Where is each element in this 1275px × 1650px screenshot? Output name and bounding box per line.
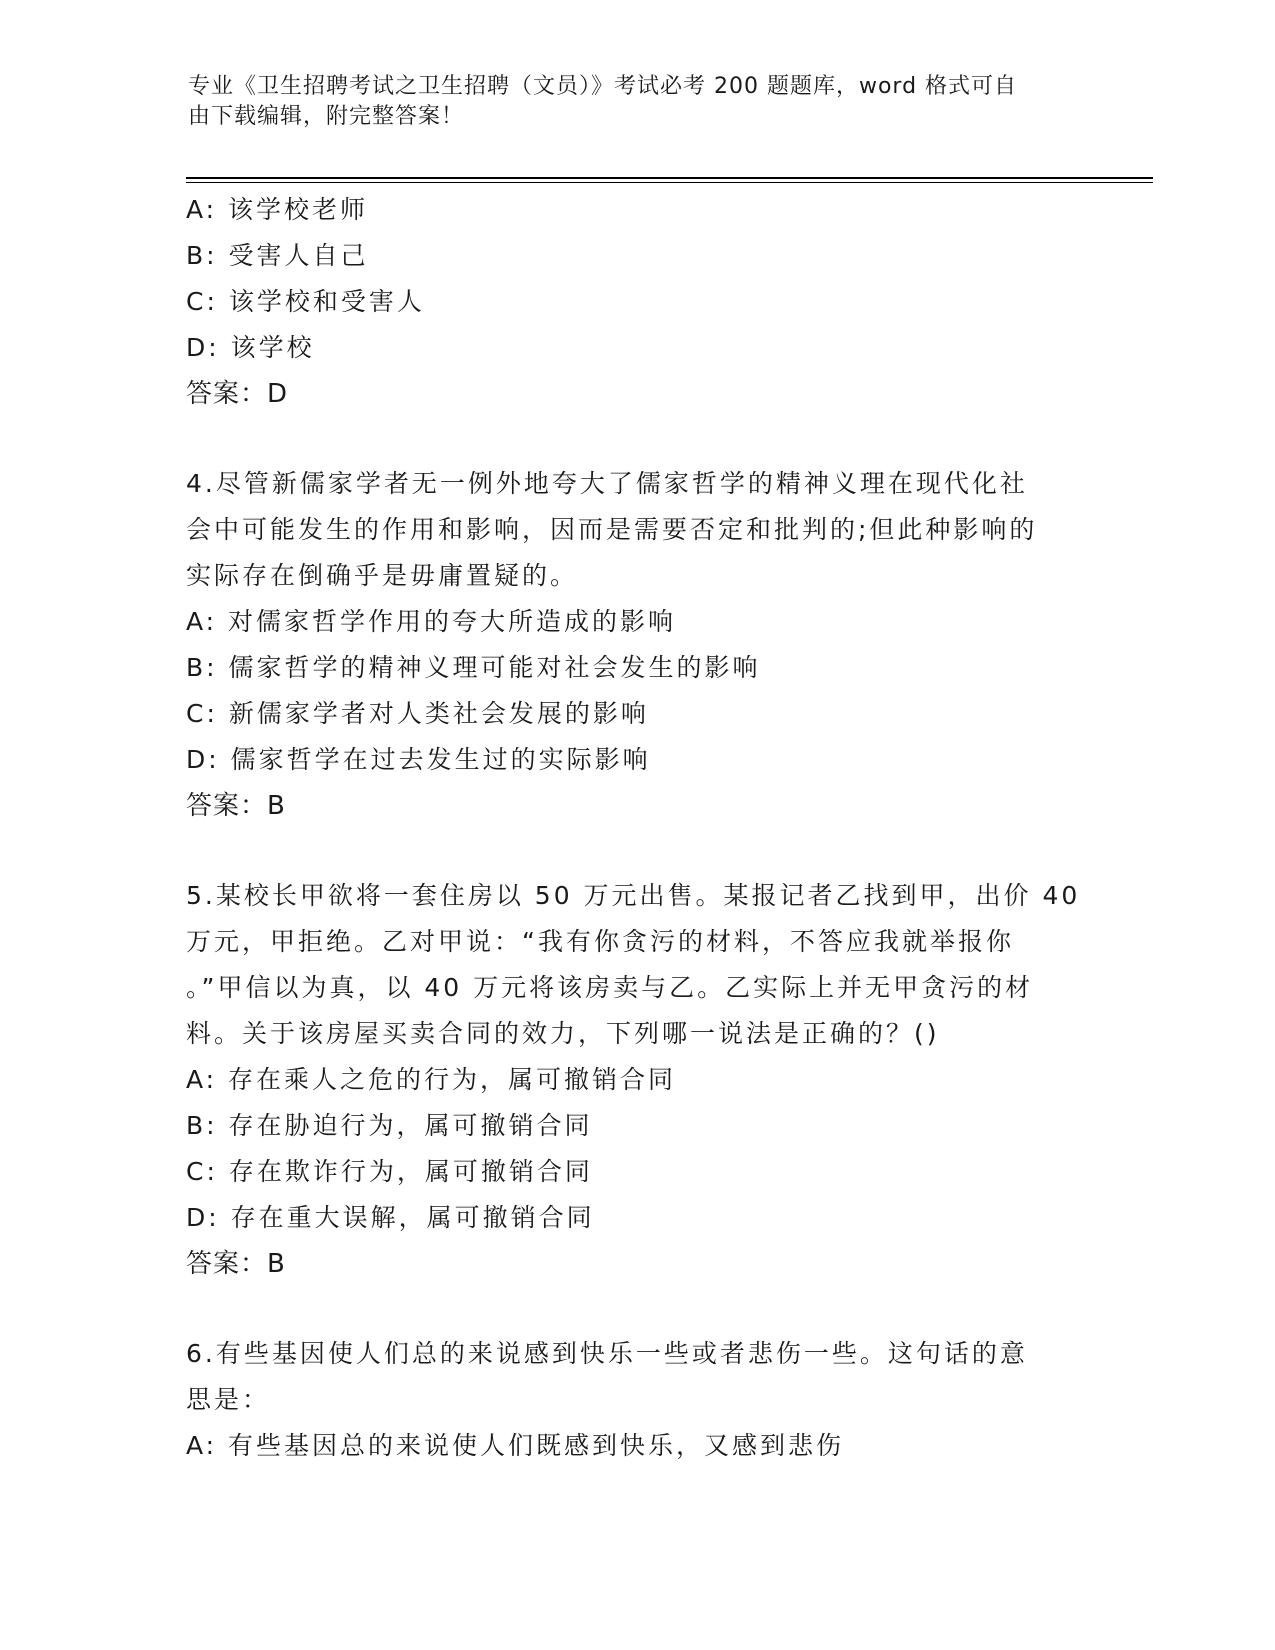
question-gap — [186, 417, 1086, 461]
question-3-block — [186, 187, 1086, 417]
q4-stem-line-1: 4.尽管新儒家学者无一例外地夸大了儒家哲学的精神义理在现代化社 — [186, 469, 1028, 498]
q5-stem-line-2: 万元，甲拒绝。乙对甲说：“我有你贪污的材料，不答应我就举报你 — [186, 927, 1014, 956]
header-line-1: 专业《卫生招聘考试之卫生招聘（文员）》考试必考 200 题题库，word 格式可自 — [188, 74, 1018, 99]
header-rule-thin — [186, 182, 1153, 183]
question-5-block — [186, 873, 1086, 1287]
question-4-block — [186, 461, 1086, 829]
q5-option-b: B: 存在胁迫行为，属可撤销合同 — [186, 1111, 593, 1140]
q4-option-d: D: 儒家哲学在过去发生过的实际影响 — [186, 745, 651, 774]
q3-answer: 答案：D — [186, 379, 289, 409]
q4-stem-line-3: 实际存在倒确乎是毋庸置疑的。 — [186, 561, 579, 590]
q4-option-a: A: 对儒家哲学作用的夸大所造成的影响 — [186, 607, 677, 636]
q4-option-c: C: 新儒家学者对人类社会发展的影响 — [186, 699, 649, 728]
q5-option-c: C: 存在欺诈行为，属可撤销合同 — [186, 1157, 593, 1186]
question-content — [186, 187, 1086, 1469]
question-gap — [186, 829, 1086, 873]
q5-stem-line-3: 。”甲信以为真，以 40 万元将该房卖与乙。乙实际上并无甲贪污的材 — [186, 973, 1034, 1002]
q4-option-b: B: 儒家哲学的精神义理可能对社会发生的影响 — [186, 653, 761, 682]
q5-answer: 答案：B — [186, 1249, 286, 1279]
header-rule-thick — [186, 177, 1153, 179]
q3-option-d: D: 该学校 — [186, 333, 315, 362]
q3-option-b: B: 受害人自己 — [186, 241, 369, 270]
q4-stem-line-2: 会中可能发生的作用和影响，因而是需要否定和批判的;但此种影响的 — [186, 515, 1038, 544]
header-line-2: 由下载编辑，附完整答案！ — [188, 104, 465, 129]
q6-stem-line-1: 6.有些基因使人们总的来说感到快乐一些或者悲伤一些。这句话的意 — [186, 1339, 1028, 1368]
document-header — [188, 72, 1068, 132]
q4-answer: 答案：B — [186, 791, 286, 821]
q5-stem-line-4: 料。关于该房屋买卖合同的效力，下列哪一说法是正确的？() — [186, 1019, 940, 1048]
q3-option-c: C: 该学校和受害人 — [186, 287, 425, 316]
q5-option-a: A: 存在乘人之危的行为，属可撤销合同 — [186, 1065, 677, 1094]
q3-option-a: A: 该学校老师 — [186, 195, 369, 224]
question-gap — [186, 1287, 1086, 1331]
q6-stem-line-2: 思是： — [186, 1385, 271, 1414]
q5-stem-line-1: 5.某校长甲欲将一套住房以 50 万元出售。某报记者乙找到甲，出价 40 — [186, 881, 1081, 910]
q6-option-a: A: 有些基因总的来说使人们既感到快乐，又感到悲伤 — [186, 1431, 845, 1460]
question-6-block — [186, 1331, 1086, 1469]
q5-option-d: D: 存在重大误解，属可撤销合同 — [186, 1203, 595, 1232]
